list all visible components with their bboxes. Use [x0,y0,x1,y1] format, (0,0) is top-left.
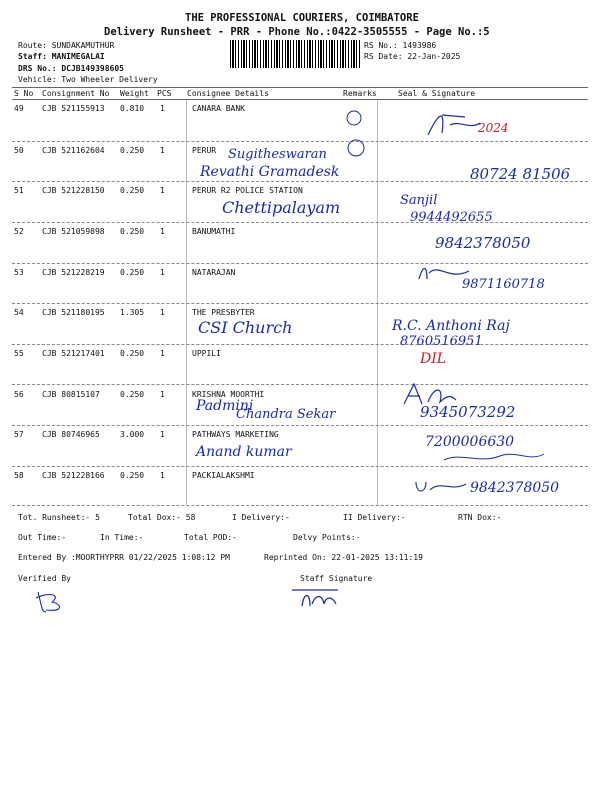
header-bottom-rule [12,99,588,100]
route-label: Route: SUNDAKAMUTHUR [18,41,115,50]
col-pcs: PCS [157,89,172,98]
row-weight: 0.250 [120,186,145,195]
row-consignee: PATHWAYS MARKETING [192,430,279,439]
row-sno: 53 [14,268,24,277]
handwritten-place: Chettipalayam [222,198,341,217]
row-consignment-no: CJB 521155913 [42,104,105,113]
row-divider [12,344,588,345]
total-dox: Total Dox:- 58 [128,513,196,522]
row-pcs: 1 [160,390,165,399]
col-consignment: Consignment No [42,89,110,98]
row-sno: 50 [14,146,24,155]
row-pcs: 1 [160,146,165,155]
handwritten-name: Padmini [196,398,254,414]
circle-marks [340,108,368,168]
handwritten-phone: 9944492655 [410,210,493,225]
company-name: THE PROFESSIONAL COURIERS, COIMBATORE [185,12,419,24]
row-consignee: THE PRESBYTER [192,308,255,317]
row-sno: 56 [14,390,24,399]
row-consignee: BANUMATHI [192,227,236,236]
runsheet-subtitle: Delivery Runsheet - PRR - Phone No.:0422-3505555 - Page No.:5 [104,26,490,38]
verifier-signature [32,588,72,614]
row-sno: 52 [14,227,24,236]
handwritten-address: Revathi Gramadesk [200,164,340,180]
vehicle-label: Vehicle: Two Wheeler Delivery [18,75,158,84]
row-pcs: 1 [160,471,165,480]
handwritten-phone: 7200006630 [425,434,515,450]
row-weight: 0.250 [120,390,145,399]
row-consignment-no: CJB 521162604 [42,146,105,155]
row-sno: 58 [14,471,24,480]
row-divider [12,466,588,467]
in-time: In Time:- [100,533,144,542]
handwritten-phone: 9345073292 [420,403,516,421]
row-weight: 0.250 [120,268,145,277]
row-consignee: CANARA BANK [192,104,245,113]
handwritten-date: 2024 [478,121,509,135]
row-consignee: PERUR [192,146,217,155]
row-divider [12,384,588,385]
row-consignee: NATARAJAN [192,268,236,277]
col-sno: S No [14,89,34,98]
row-weight: 0.250 [120,146,145,155]
row-divider [12,505,588,506]
col-seal-signature: Seal & Signature [398,89,476,98]
delvy-points: Delvy Points:- [293,533,361,542]
row-pcs: 1 [160,227,165,236]
row-weight: 0.250 [120,227,145,236]
row-divider [12,303,588,304]
reprinted-on: Reprinted On: 22-01-2025 13:11:19 [264,553,423,562]
row-sno: 54 [14,308,24,317]
row-consignee: KRISHNA MOORTHI [192,390,265,399]
row-consignment-no: CJB 521228166 [42,471,105,480]
row-divider [12,425,588,426]
row-consignee: PACKIALAKSHMI [192,471,255,480]
handwritten-phone: 9871160718 [462,277,545,292]
handwritten-church: CSI Church [198,318,293,337]
handwritten-name: Chandra Sekar [236,407,336,422]
staff-label: Staff: MANIMEGALAI [18,52,105,61]
col-consignee: Consignee Details [187,89,269,98]
row-consignment-no: CJB 521180195 [42,308,105,317]
out-time: Out Time:- [18,533,67,542]
row-divider [12,141,588,142]
staff-signature: Staff Signature [300,574,373,583]
row-divider [12,222,588,223]
row-weight: 0.810 [120,104,145,113]
i-delivery: I Delivery:- [232,513,290,522]
handwritten-phone: 9842378050 [470,480,560,496]
row-consignment-no: CJB 521217401 [42,349,105,358]
row-pcs: 1 [160,430,165,439]
row-sno: 49 [14,104,24,113]
handwritten-name: Anand kumar [196,444,292,460]
ii-delivery: II Delivery:- [343,513,406,522]
row-consignment-no: CJB 521228219 [42,268,105,277]
row-consignment-no: CJB 521059898 [42,227,105,236]
drs-number: DRS No.: DCJB149398605 [18,64,124,73]
col-remarks: Remarks [343,89,377,98]
handwritten-name: R.C. Anthoni Raj [392,318,510,334]
row-weight: 3.000 [120,430,145,439]
handwritten-name: Sugitheswaran [228,147,327,162]
handwritten-phone: 80724 81506 [470,165,571,183]
signature-scribble [412,476,472,496]
header-top-rule [12,87,588,88]
row-consignee: UPPILI [192,349,221,358]
signature-scribble [440,450,550,465]
handwritten-phone: 9842378050 [435,234,531,252]
row-consignment-no: CJB 80815107 [42,390,100,399]
row-sno: 51 [14,186,24,195]
barcode [230,40,360,68]
rtn-dox: RTN Dox:- [458,513,502,522]
handwritten-name: Sanjil [400,193,438,208]
total-pod: Total POD:- [184,533,237,542]
row-pcs: 1 [160,349,165,358]
row-sno: 57 [14,430,24,439]
rs-number: RS No.: 1493986 [364,41,437,50]
entered-by: Entered By :MOORTHYPRR 01/22/2025 1:08:12 PM [18,553,230,562]
row-weight: 0.250 [120,471,145,480]
row-weight: 1.305 [120,308,145,317]
col-weight: Weight [120,89,149,98]
row-pcs: 1 [160,268,165,277]
row-pcs: 1 [160,186,165,195]
row-divider [12,263,588,264]
tot-runsheet: Tot. Runsheet:- 5 [18,513,100,522]
handwritten-phone: 8760516951 [400,334,483,349]
rs-date: RS Date: 22-Jan-2025 [364,52,461,61]
handwritten-mark: DIL [420,351,447,367]
row-pcs: 1 [160,104,165,113]
staff-signature-mark [288,584,344,612]
verified-by: Verified By [18,574,71,583]
row-sno: 55 [14,349,24,358]
row-pcs: 1 [160,308,165,317]
row-consignee: PERUR R2 POLICE STATION [192,186,303,195]
row-weight: 0.250 [120,349,145,358]
row-consignment-no: CJB 521228150 [42,186,105,195]
row-consignment-no: CJB 80746965 [42,430,100,439]
